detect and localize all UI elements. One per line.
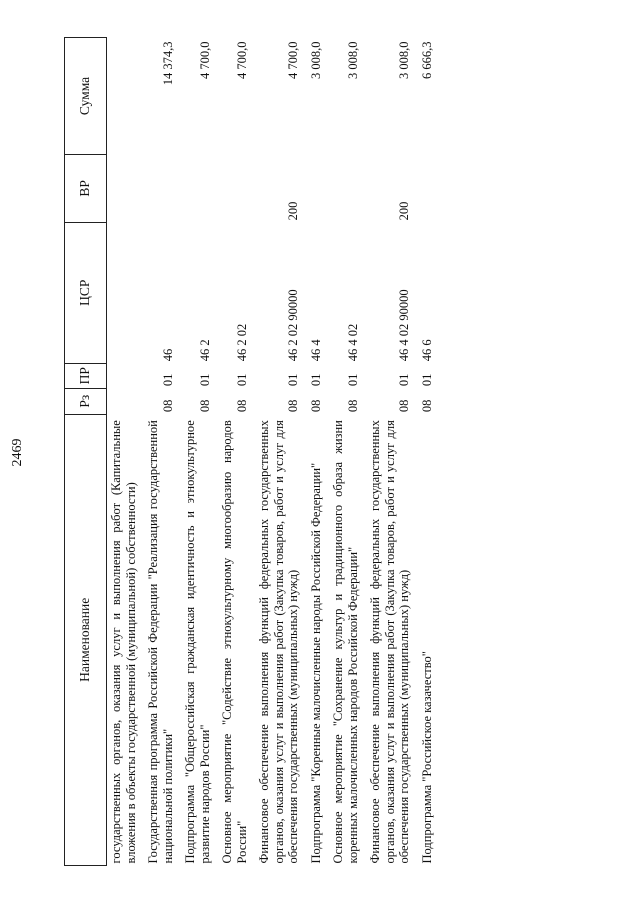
row-sum: [107, 38, 145, 155]
row-rz: 08: [397, 399, 411, 413]
table-row: [255, 38, 307, 866]
table-row: [181, 38, 218, 866]
row-rz: [107, 388, 145, 414]
row-vr: [418, 154, 441, 222]
header-name: Наименование: [65, 414, 107, 865]
row-rz: 08: [160, 399, 175, 413]
table-row: [329, 38, 366, 866]
row-csr: 46 4 02: [345, 323, 360, 362]
row-csr: 46 4: [308, 339, 323, 362]
header-pr: ПР: [65, 363, 107, 388]
row-name: Финансовое обеспечение выполнения функций федеральных государственных органов, оказания услуг и выполнения работ (Закупка товаров, работ и услуг для обеспечения государственных (муниципальных) нужд): [257, 420, 300, 864]
row-csr: 46: [160, 348, 175, 362]
table-row: [307, 38, 330, 866]
row-sum: 3 008,0: [345, 41, 360, 79]
row-vr: [107, 154, 145, 222]
row-name: Подпрограмма "Российское казачество": [419, 651, 434, 864]
row-pr: 01: [419, 373, 434, 387]
row-rz: 08: [419, 399, 434, 413]
row-csr: 46 4 02 90000: [397, 289, 411, 362]
row-rz: 08: [234, 399, 249, 413]
row-pr: 01: [197, 373, 212, 387]
row-rz: 08: [197, 399, 212, 413]
row-name: Подпрограмма "Коренные малочисленные народы Российской Федерации": [308, 462, 323, 864]
row-rz: 08: [286, 399, 300, 413]
row-vr: [181, 154, 218, 222]
row-pr: 01: [160, 373, 175, 387]
row-name: государственных органов, оказания услуг и выполнения работ (Капитальные вложения в объекты государственной (муниципальной) собственности): [109, 420, 138, 864]
row-pr: 01: [234, 373, 249, 387]
row-pr: [107, 363, 145, 388]
row-vr: 200: [397, 201, 411, 221]
row-sum: 6 666,3: [419, 41, 434, 79]
row-sum: 4 700,0: [234, 41, 249, 79]
row-csr: 46 2: [197, 339, 212, 362]
row-name: Основное мероприятие "Сохранение культур и традиционного образа жизни коренных малочисленных народов Российской Федерации": [331, 420, 360, 864]
row-vr: 200: [286, 201, 300, 221]
header-rz: Рз: [65, 388, 107, 414]
table-row: [418, 38, 441, 866]
row-name: Финансовое обеспечение выполнения функций федеральных государственных органов, оказания услуг и выполнения работ (Закупка товаров, работ и услуг для обеспечения государственных (муниципальных) нужд): [368, 420, 411, 864]
row-pr: 01: [345, 373, 360, 387]
row-csr: 46 6: [419, 339, 434, 362]
table-row: [107, 38, 145, 866]
row-csr: 46 2 02: [234, 323, 249, 362]
row-vr: [218, 154, 255, 222]
row-vr: [307, 154, 330, 222]
row-rz: 08: [308, 399, 323, 413]
row-name: Подпрограмма "Общероссийская гражданская идентичность и этнокультурное развитие народов России": [183, 420, 212, 864]
table-row: [218, 38, 255, 866]
page-number: 2469: [10, 438, 25, 467]
table-header-row: [65, 38, 107, 866]
budget-table: [64, 37, 440, 866]
row-sum: 3 008,0: [308, 41, 323, 79]
row-rz: 08: [345, 399, 360, 413]
row-sum: 3 008,0: [397, 41, 411, 79]
header-sum: Сумма: [65, 38, 107, 155]
row-sum: 4 700,0: [286, 41, 300, 79]
header-vr: ВР: [65, 154, 107, 222]
row-name: Государственная программа Российской Федерации "Реализация государственной национальной политики": [146, 420, 175, 864]
row-vr: [329, 154, 366, 222]
row-pr: 01: [397, 373, 411, 387]
table-row: [366, 38, 418, 866]
row-sum: 14 374,3: [160, 41, 175, 86]
header-csr: ЦСР: [65, 222, 107, 363]
row-csr: [107, 222, 145, 363]
row-pr: 01: [286, 373, 300, 387]
row-name: Основное мероприятие "Содействие этнокультурному многообразию народов России": [220, 420, 249, 864]
row-pr: 01: [308, 373, 323, 387]
row-csr: 46 2 02 90000: [286, 289, 300, 362]
row-sum: 4 700,0: [197, 41, 212, 79]
table-row: [144, 38, 181, 866]
row-vr: [144, 154, 181, 222]
